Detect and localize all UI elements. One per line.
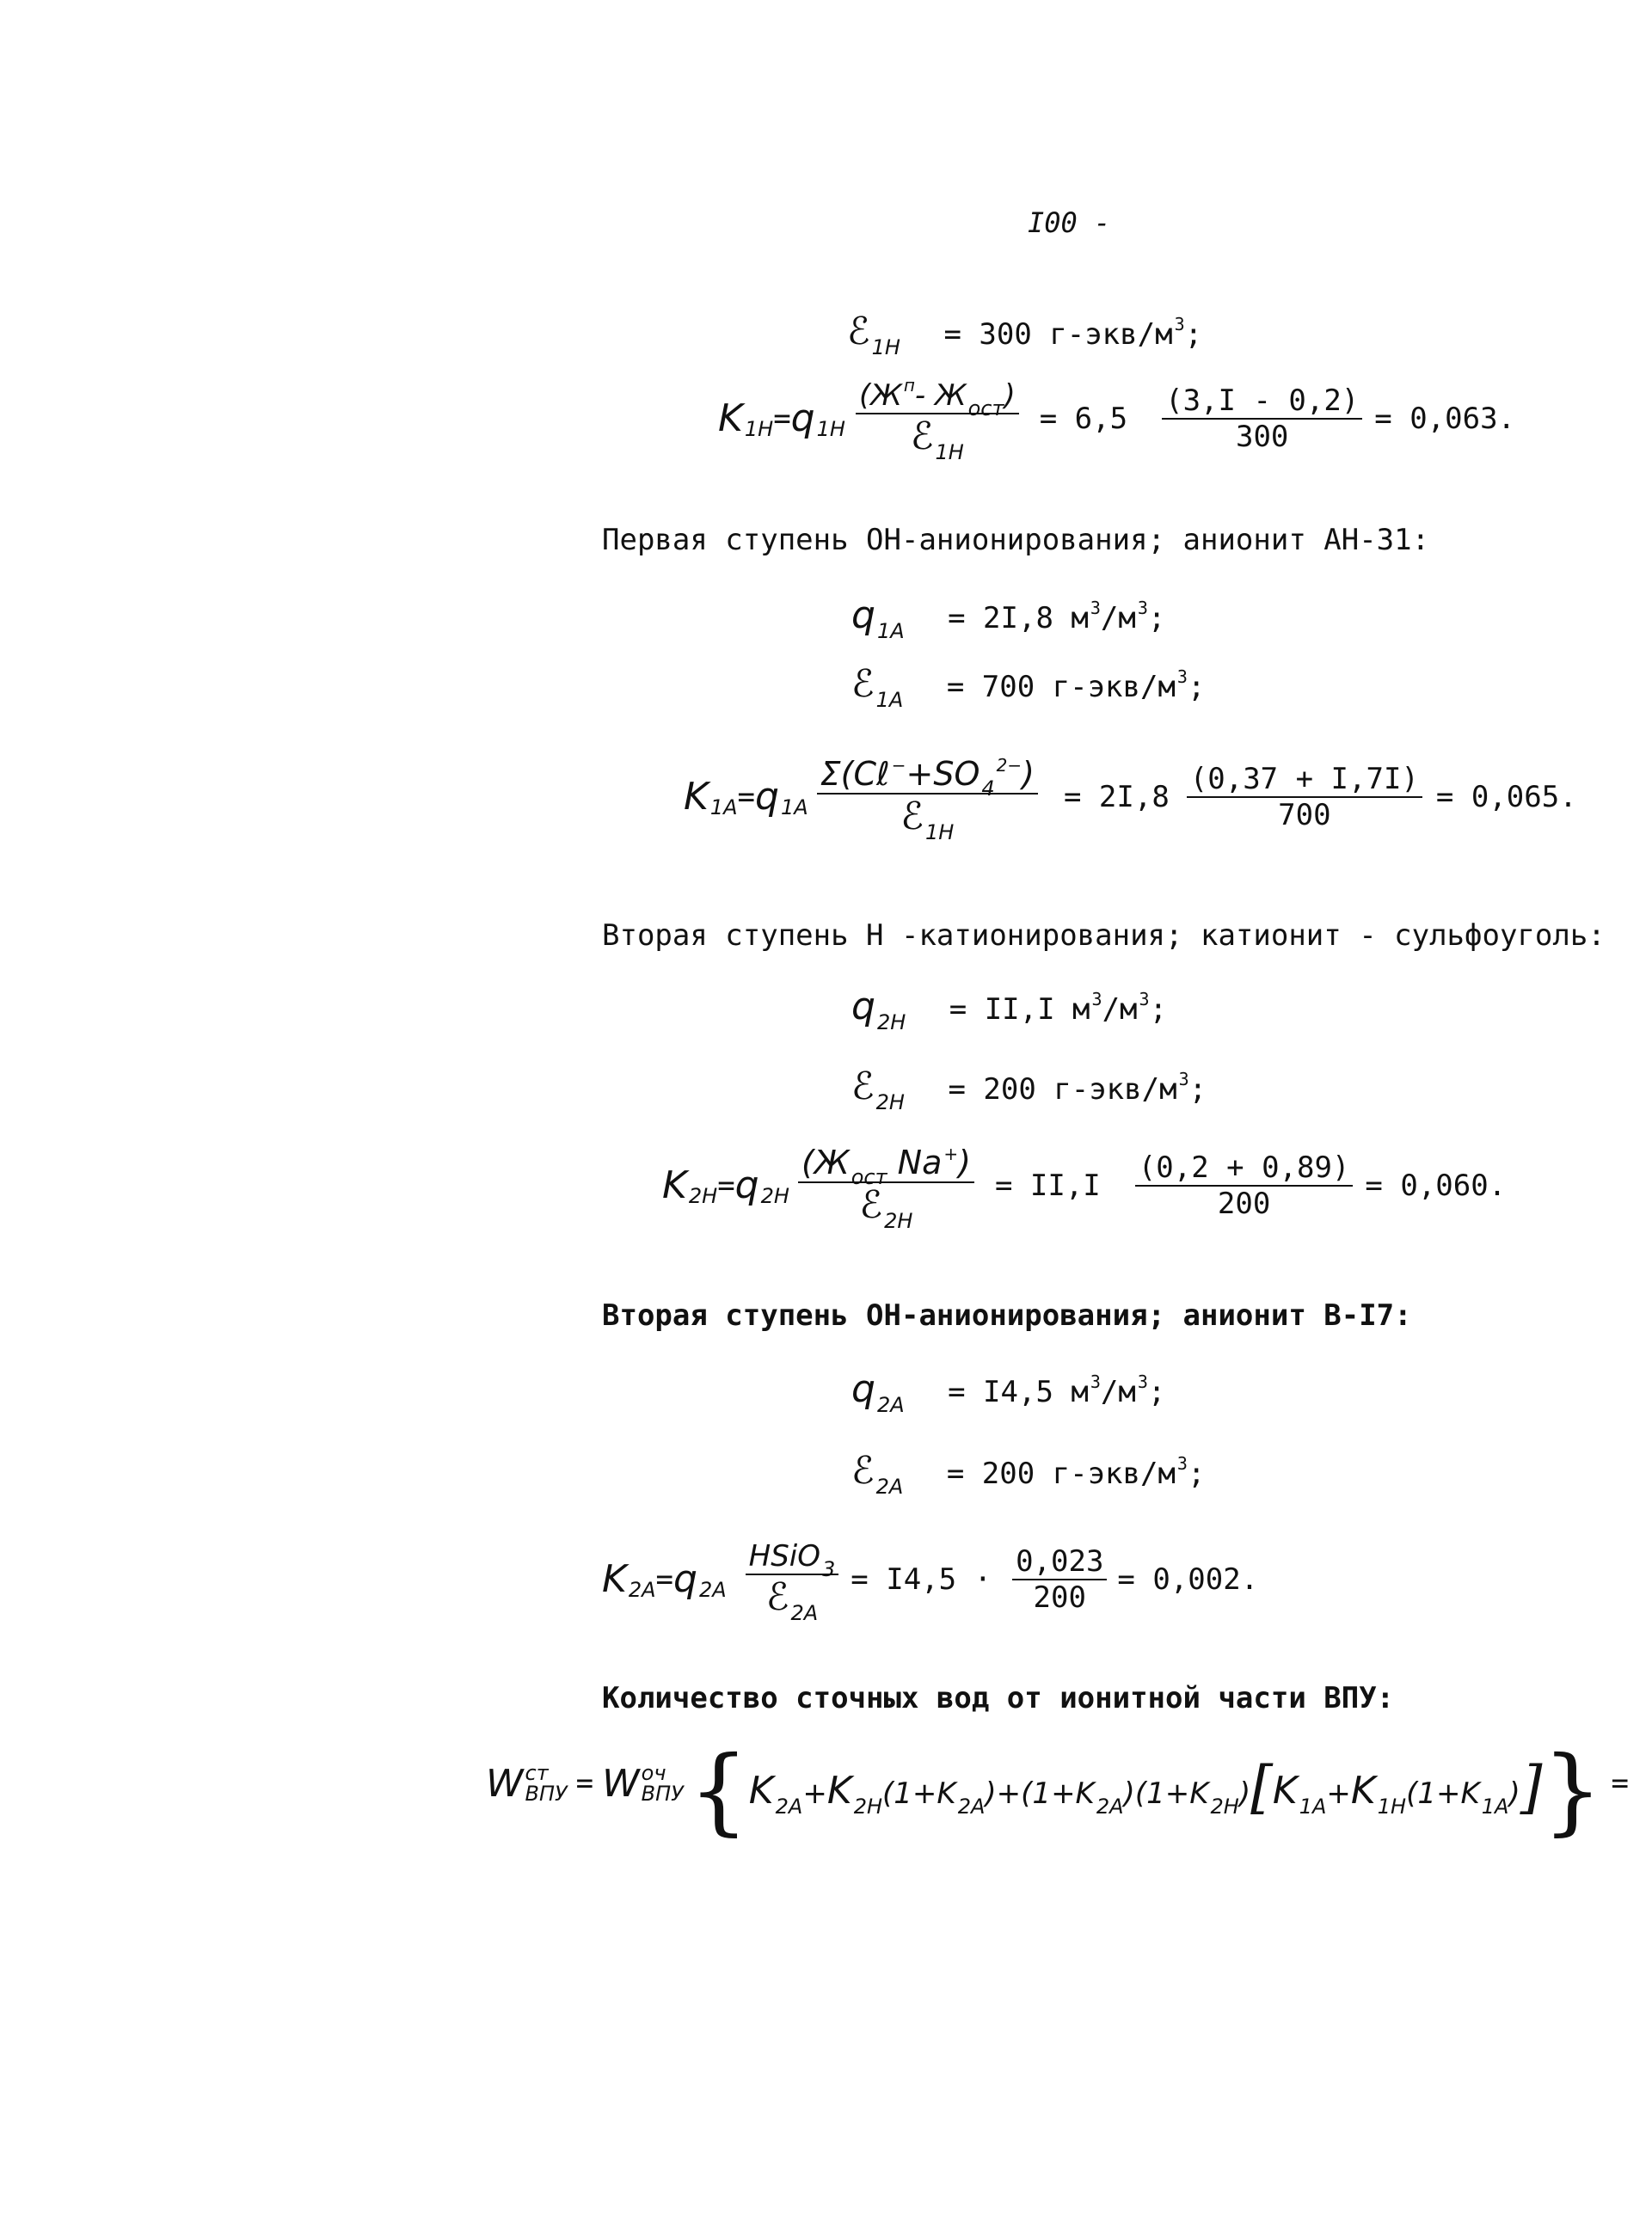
equation-tail: ; xyxy=(1149,992,1168,1027)
superscript: 3 xyxy=(1174,314,1185,334)
subscript: 2H xyxy=(876,1010,906,1034)
result: = 0,002. xyxy=(1117,1562,1259,1597)
superscript: 3 xyxy=(1137,598,1148,618)
q-symbol: q xyxy=(673,1557,697,1601)
epsilon-symbol: ℰ xyxy=(851,662,875,706)
fraction-numerator: (3,I - 0,2) xyxy=(1165,383,1360,418)
equation-q2h xyxy=(851,985,1168,1034)
left-brace: { xyxy=(688,1735,749,1845)
equals-sign: = xyxy=(575,1766,594,1801)
superscript: 3 xyxy=(1091,989,1102,1009)
superscript: 3 xyxy=(1090,598,1101,618)
equation-rhs: = 200 г-экв/м xyxy=(948,1072,1177,1107)
brace-content: $K_{2A}+K_{2H}(1+K_{2A})+(1+K_{2A})(1+K_{2H})[K_{1A}+K_{1H}(1+K_{1A})]$ xyxy=(748,1753,1543,1820)
right-brace: } xyxy=(1542,1735,1603,1845)
equals-sign: = xyxy=(737,779,756,814)
fraction-denominator: ℰ$_{1H}$ xyxy=(900,795,955,844)
equation-rhs: = 200 г-экв/м xyxy=(946,1457,1176,1491)
subscript: 1H xyxy=(816,416,845,441)
equation-wastewater xyxy=(486,1728,1629,1845)
subscript: 1A xyxy=(709,795,738,819)
fraction-numerator: ($Ж_{ост}$ Na +) xyxy=(801,1144,971,1189)
equation-tail: ; xyxy=(1147,1375,1166,1409)
section-heading-1: Первая ступень ОН-анионирования; анионит АН-31: xyxy=(602,523,1430,557)
fraction-denominator: ℰ$_{1H}$ xyxy=(910,414,964,464)
fraction-numerator: (0,37 + I,7I) xyxy=(1189,761,1419,796)
equation-q1a xyxy=(851,593,1166,643)
k-symbol: K xyxy=(684,775,709,819)
fraction-numerator: (0,2 + 0,89) xyxy=(1138,1150,1350,1185)
q-symbol: q xyxy=(851,985,875,1028)
subscript: 1H xyxy=(744,416,774,441)
fraction-denominator: 200 xyxy=(1033,1580,1086,1615)
k-symbol: K xyxy=(718,396,743,440)
result: = 0,065. xyxy=(1435,779,1577,814)
epsilon-symbol: ℰ xyxy=(851,1449,875,1493)
subscript: 2H xyxy=(688,1183,718,1208)
fraction-k1h xyxy=(856,375,1019,464)
superscript: ст xyxy=(525,1761,549,1785)
q-symbol: q xyxy=(790,396,815,440)
equation-e1h xyxy=(847,310,1203,359)
w-indices xyxy=(525,1763,568,1804)
w-symbol: W xyxy=(602,1761,640,1806)
section-heading-2: Вторая ступень H -катионирования; катионит - сульфоуголь: xyxy=(602,918,1606,953)
superscript: оч xyxy=(641,1761,666,1785)
w-indices xyxy=(642,1763,684,1804)
section-heading-4: Количество сточных вод от ионитной части ВПУ: xyxy=(602,1681,1395,1715)
epsilon-symbol: ℰ xyxy=(851,1065,875,1108)
subscript: 1A xyxy=(875,688,904,712)
superscript: 3 xyxy=(1090,1371,1101,1392)
equation-k1a xyxy=(684,755,1577,844)
epsilon-symbol: ℰ xyxy=(847,310,870,353)
equation-rhs: = 2I,8 м xyxy=(948,601,1089,635)
q-symbol: q xyxy=(851,1367,875,1411)
fraction-numerator: HSiO$_3$ xyxy=(748,1539,836,1581)
superscript: 3 xyxy=(1178,1069,1189,1089)
fraction-k2a xyxy=(746,1539,839,1625)
equation-rhs: = I4,5 м xyxy=(948,1375,1089,1409)
fraction-denominator: 200 xyxy=(1217,1186,1271,1221)
coefficient: = 2I,8 xyxy=(1063,779,1170,814)
equals-sign: = xyxy=(655,1562,674,1597)
subscript: 1H xyxy=(871,335,900,359)
equation-e2a xyxy=(851,1449,1206,1499)
equation-tail: ; xyxy=(1188,1072,1207,1107)
subscript: 2A xyxy=(876,1393,905,1417)
fraction-k1a xyxy=(817,755,1038,844)
equation-k2h xyxy=(662,1144,1507,1233)
equation-e1a xyxy=(851,662,1206,712)
q-symbol: q xyxy=(851,593,875,637)
fraction-denominator: ℰ$_{2A}$ xyxy=(765,1575,819,1625)
equation-rhs-unit: /м xyxy=(1100,1375,1136,1409)
equation-q2a xyxy=(851,1367,1166,1417)
equals-sign: = xyxy=(773,401,791,436)
equation-k1h xyxy=(718,375,1516,464)
equation-rhs-unit: /м xyxy=(1100,601,1136,635)
equation-rhs-unit: /м xyxy=(1102,992,1138,1027)
numeric-fraction xyxy=(1162,383,1362,454)
equation-k2a xyxy=(602,1539,1259,1625)
numeric-fraction xyxy=(1135,1150,1354,1221)
superscript: 3 xyxy=(1176,666,1188,687)
equation-tail: ; xyxy=(1147,601,1166,635)
subscript: 2H xyxy=(760,1183,789,1208)
subscript: ВПУ xyxy=(525,1782,568,1806)
subscript: 2A xyxy=(875,1475,904,1499)
subscript: 2A xyxy=(628,1577,656,1602)
equation-tail: ; xyxy=(1187,1457,1206,1491)
subscript: 2H xyxy=(875,1090,905,1114)
w-symbol: W xyxy=(486,1761,524,1806)
q-symbol: q xyxy=(734,1163,759,1207)
coefficient: = II,I xyxy=(994,1168,1101,1203)
superscript: 3 xyxy=(1139,989,1150,1009)
k-symbol: K xyxy=(662,1163,687,1207)
equation-e2h xyxy=(851,1065,1207,1114)
equals-sign: = xyxy=(1611,1766,1629,1801)
equation-tail: ; xyxy=(1184,317,1203,352)
superscript: 3 xyxy=(1137,1371,1148,1392)
equals-sign: = xyxy=(717,1168,735,1203)
fraction-numerator: 0,023 xyxy=(1016,1543,1104,1579)
numeric-fraction xyxy=(1187,762,1422,832)
fraction-k2h xyxy=(798,1144,974,1233)
fraction-denominator: 700 xyxy=(1278,797,1331,832)
subscript: 1A xyxy=(876,619,905,643)
result: = 0,063. xyxy=(1374,401,1516,436)
coefficient: = I4,5 · xyxy=(851,1562,992,1597)
subscript: 1A xyxy=(780,795,808,819)
fraction-denominator: 300 xyxy=(1235,419,1289,454)
numeric-fraction xyxy=(1012,1544,1107,1615)
superscript: 3 xyxy=(1176,1453,1188,1474)
equation-rhs: = II,I м xyxy=(949,992,1090,1027)
result: = 0,060. xyxy=(1365,1168,1507,1203)
coefficient: = 6,5 xyxy=(1039,401,1128,436)
q-symbol: q xyxy=(755,775,779,819)
fraction-numerator: Σ(Cℓ $^-+SO_4^{2-}$) xyxy=(820,755,1035,801)
subscript: ВПУ xyxy=(641,1782,684,1806)
section-heading-3: Вторая ступень ОН-анионирования; анионит В-I7: xyxy=(602,1298,1412,1333)
subscript: 2A xyxy=(698,1577,727,1602)
equation-tail: ; xyxy=(1187,670,1206,704)
page-number: I00 - xyxy=(1028,206,1111,239)
equation-rhs: = 700 г-экв/м xyxy=(946,670,1176,704)
fraction-numerator: (Ж $^п$- $Ж_{ост}$) xyxy=(858,375,1016,420)
k-symbol: K xyxy=(602,1557,627,1601)
fraction-denominator: ℰ$_{2H}$ xyxy=(859,1183,913,1233)
equation-rhs: = 300 г-экв/м xyxy=(943,317,1173,352)
